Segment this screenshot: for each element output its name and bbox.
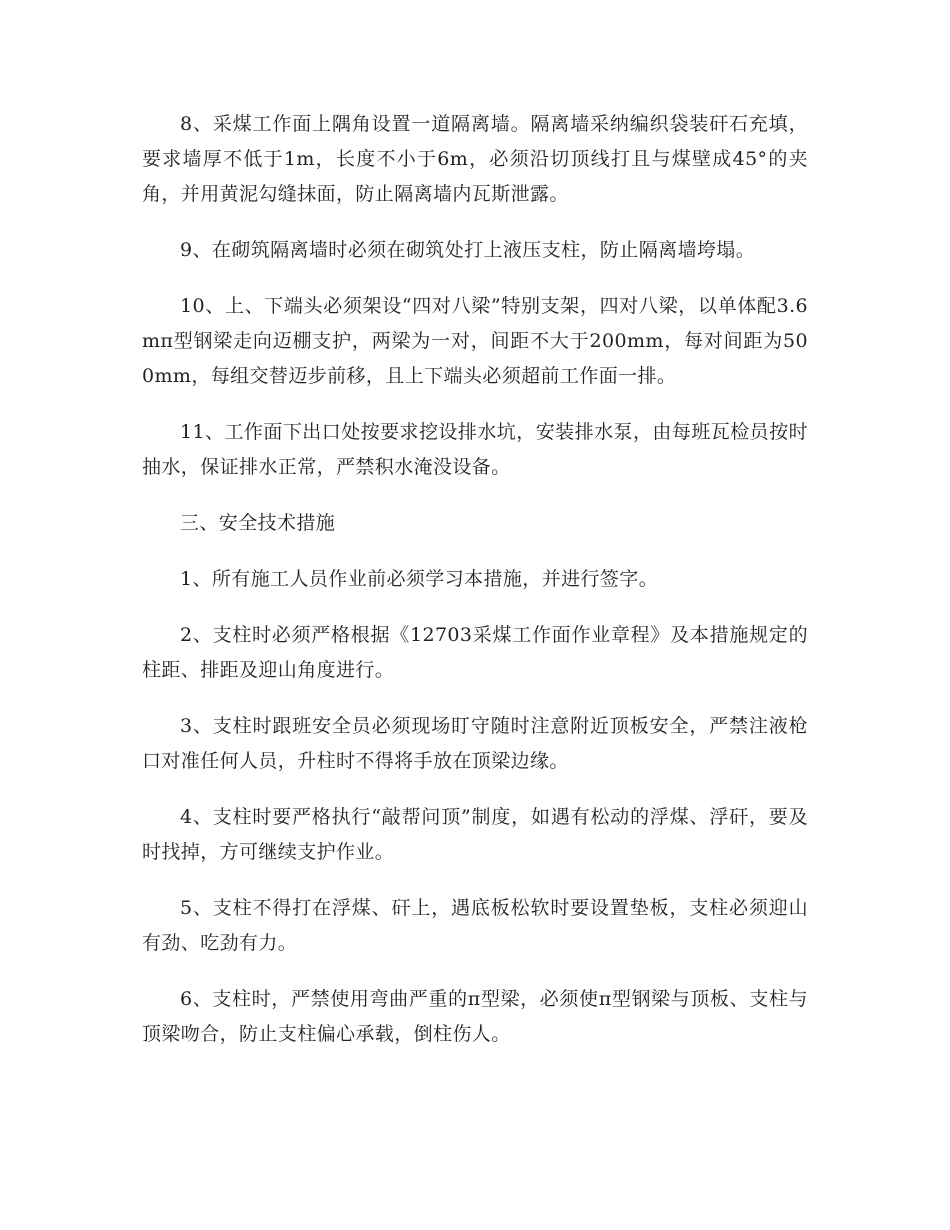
paragraph-4-roof-check: 4、支柱时要严格执行“敲帮问顶”制度，如遇有松动的浮煤、浮矸，要及时找掉，方可继续支护作业。 bbox=[142, 806, 808, 863]
paragraph-9-hydraulic-props: 9、在砌筑隔离墙时必须在砌筑处打上液压支柱，防止隔离墙垮塌。 bbox=[180, 239, 756, 261]
paragraph-1-training: 1、所有施工人员作业前必须学习本措施，并进行签字。 bbox=[180, 568, 659, 590]
paragraph-2-regulations: 2、支柱时必须严格根据《12703采煤工作面作业章程》及本措施规定的柱距、排距及迎山角度进行。 bbox=[142, 624, 808, 681]
section-heading-safety-measures: 三、安全技术措施 bbox=[180, 512, 336, 534]
paragraph-3-safety-officer: 3、支柱时跟班安全员必须现场盯守随时注意附近顶板安全，严禁注液枪口对准任何人员，升柱时不得将手放在顶梁边缘。 bbox=[142, 715, 808, 772]
paragraph-10-end-support: 10、上、下端头必须架设“四对八梁”特别支架，四对八梁，以单体配3.6mπ型钢梁走向迈棚支护，两梁为一对，间距不大于200mm，每对间距为500mm，每组交替迈步前移，且上下端头必须超前工作面一排。 bbox=[142, 295, 808, 387]
paragraph-5-prop-base: 5、支柱不得打在浮煤、矸上，遇底板松软时要设置垫板，支柱必须迎山有劲、吃劲有力。 bbox=[142, 897, 808, 954]
paragraph-11-drainage: 11、工作面下出口处按要求挖设排水坑，安装排水泵，由每班瓦检员按时抽水，保证排水正常，严禁积水淹没设备。 bbox=[142, 421, 808, 478]
paragraph-6-pi-beam: 6、支柱时，严禁使用弯曲严重的π型梁，必须使π型钢梁与顶板、支柱与顶梁吻合，防止支柱偏心承载，倒柱伤人。 bbox=[142, 988, 808, 1045]
paragraph-8-isolation-wall: 8、采煤工作面上隅角设置一道隔离墙。隔离墙采纳编织袋装矸石充填，要求墙厚不低于1m，长度不小于6m，必须沿切顶线打且与煤壁成45°的夹角，并用黄泥勾缝抹面，防止隔离墙内瓦斯泄露。 bbox=[142, 113, 808, 205]
